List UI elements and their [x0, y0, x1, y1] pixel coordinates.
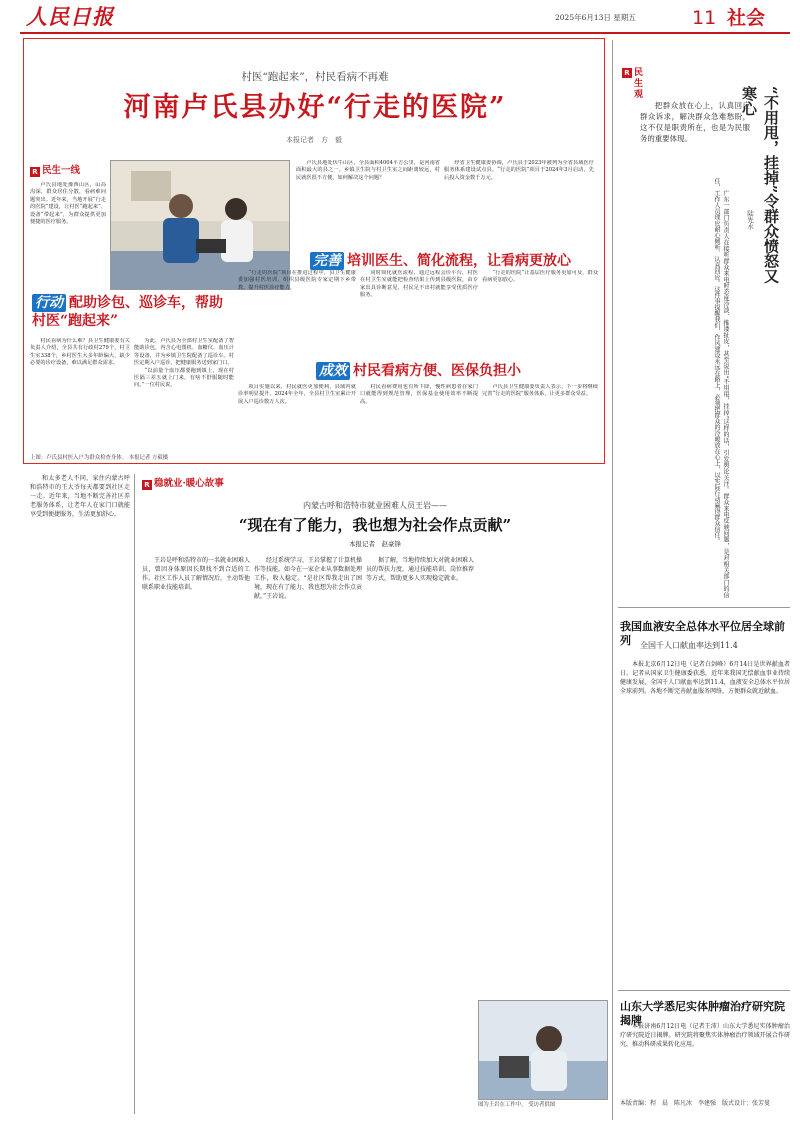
side-column-body: 广东一部门负责人在接听群众来电时态度冷淡、推诿扯皮，甚至说出“不用甩，挂掉”这样的话，引发舆论关注。群众来电反映问题，是对相关部门的信任，工作人员理应耐心倾听、认真回应。这件事提醒我们，作风建设永远在路上，必须把群众的冷暖放在心上，以实际行动赢得群众信任。 — [713, 178, 729, 598]
column-divider — [612, 40, 613, 1120]
section-tag — [30, 165, 80, 177]
side-divider-1 — [618, 607, 790, 608]
news2-title[interactable]: 山东大学悉尼实体肿瘤治疗研究院揭牌 — [620, 1000, 785, 1027]
bottom-kicker: 内蒙古呼和浩特市就业困难人员王岩—— — [303, 501, 447, 510]
section-name: 社会 — [727, 7, 766, 29]
side-column-intro: 把群众放在心上，认真回应群众诉求，解决群众急难愁盼，这不仅是职责所在，也是为民服务的重要体现。 — [640, 101, 750, 143]
bottom-col-3: 据了解，当地持续加大对就业困难人员的帮扶力度，通过技能培训、岗位推荐等方式，帮助更多人实现稳定就业。 — [366, 557, 474, 582]
r-logo-icon: R — [30, 167, 40, 177]
sub1-col-1: 村民看病为什么难？县卫生健康委有关负责人介绍，全县共有行政村279个，村卫生室338个，乡村医生大多年龄偏大，缺少必要的诊疗设备，难以满足群众需求。 — [30, 338, 130, 367]
side-column-tag: R 民生观 — [622, 68, 634, 78]
sub2-col-1: “行走的医院”项目在推进过程中，县卫生健康委加强村医培训，组织县级医院专家定期下乡带教，提升村医诊疗能力。 — [238, 270, 356, 291]
bottom-left-article: 和太多老人不同，家住内蒙古呼和浩特市的王大爷每天都要到社区走一走。近年来，当地不断完善社区养老服务体系，让老年人在家门口就能享受到便捷服务，生活更加舒心。 — [30, 475, 130, 518]
r-logo-icon: R — [622, 68, 632, 78]
lead-headline[interactable]: 河南卢氏县办好“行走的医院” — [123, 92, 507, 123]
lead-intro-col-3: 经省卫生健康委协调，卢氏县于2023年被列为全省县域医疗服务体系建设试点县。“行走的医院”项目于2024年3月启动，先后投入资金数千万元。 — [444, 160, 594, 181]
newspaper-logo: 人民日报 — [26, 4, 114, 29]
bottom-divider — [134, 474, 135, 1114]
masthead-rule — [20, 32, 790, 34]
bottom-col-1: 王岩是呼和浩特市的一名就业困难人员，曾因身体原因长期找不到合适的工作。社区工作人员了解情况后，主动帮他联系职业技能培训。 — [142, 557, 250, 591]
sub1-col-2: 为此，卢氏县为全部村卫生室配备了智能助诊包，内含心电图机、血糖仪、血压计等设备，并为乡镇卫生院配备了巡诊车。村医定期入户巡诊，把健康服务送到家门口。 “以前量个血压都要跑到镇上，现在村医隔三差五就上门来，有啥不舒服随时能问。”一位村民说。 — [134, 338, 234, 389]
sub2-col-3: “行走的医院”让基层医疗服务更加可及，群众看病更加放心。 — [482, 270, 598, 284]
lead-byline: 本报记者 方 毅 — [286, 136, 342, 144]
bottom-col-2: 经过系统学习，王岩掌握了计算机操作等技能，如今在一家企业从事数据处理工作，收入稳定。“是社区帮我走出了困境，现在有了能力，我也想为社会作点贡献。”王岩说。 — [254, 557, 362, 600]
side-column-title[interactable]: “不用甩，挂掉”令群众愤怒又寒心 — [740, 86, 780, 284]
news1-title[interactable]: 我国血液安全总体水平位居全球前列 — [620, 620, 785, 647]
sub3-col-1: 项目实施以来，村民就医更加便利，县域内就诊率明显提升。2024年全年，全县村卫生室累计开展入户巡诊数万人次。 — [238, 384, 356, 405]
sub3-col-2: 村民看病费用也有所下降，慢性病患者在家门口就能得到规范管理，医保基金使用效率不断提高。 — [360, 384, 478, 405]
section-tag-label: 民生一线 — [42, 165, 81, 176]
bottom-headline[interactable]: “现在有了能力，我也想为社会作点贡献” — [238, 516, 512, 534]
lead-intro-col-1: 卢氏县地处豫西山区，山高沟深，群众居住分散，看病难问题突出。近年来，当地开展“行走的医院”建设，让村医“跑起来”、设备“带起来”，为群众提供更加便捷的医疗服务。 — [30, 182, 106, 226]
side-column-author: 陆先水 — [746, 210, 754, 230]
page-number: 11 — [692, 7, 717, 29]
worker-photo — [479, 1001, 608, 1100]
subhead-1: 行动 配助诊包、巡诊车，帮助村医“跑起来” — [32, 295, 223, 329]
bottom-photo-caption: 图为王岩在工作中。 受访者供图 — [478, 1102, 556, 1108]
bottom-tag: R 稳就业·暖心故事 — [142, 478, 224, 490]
bottom-photo[interactable] — [478, 1000, 608, 1100]
news1-body: 本报北京6月12日电（记者白剑峰）6月14日是世界献血者日。记者从国家卫生健康委获悉，近年来我国无偿献血事业持续健康发展，全国千人口献血率达到11.4，血液安全总体水平位居全球前列。各地不断完善献血服务网络，方便群众就近献血。 — [620, 661, 790, 695]
issue-date: 2025年6月13日 星期五 — [555, 13, 636, 22]
bottom-byline: 本报记者 赵豪锋 — [349, 540, 401, 548]
subhead-3: 成效 村民看病方便、医保负担小 — [316, 362, 521, 380]
subhead-2: 完善 培训医生、简化流程，让看病更放心 — [310, 252, 571, 270]
side-divider-2 — [618, 990, 790, 991]
r-logo-icon: R — [142, 480, 152, 490]
lead-intro-col-2: 卢氏县地处伏牛山区，全县面积4004平方公里，是河南省面积最大的县之一。乡镇卫生院与村卫生室之间距离较远，村民就医很不方便。如何解决这个问题？ — [296, 160, 440, 181]
editors-credit: 本版责编：程 晨 陈凡冰 李建强 版式设计：张芳曼 — [620, 1100, 771, 1107]
lead-photo-caption: 上图：卢氏县村医入户为群众检查身体。 本报记者 方毅摄 — [30, 455, 169, 461]
masthead — [0, 0, 800, 34]
lead-kicker: 村医“跑起来”，村民看病不再难 — [241, 71, 389, 83]
news1-subtitle: 全国千人口献血率达到11.4 — [640, 641, 738, 650]
news2-body: 本报济南6月12日电（记者王沛）山东大学悉尼实体肿瘤治疗研究院近日揭牌。研究院将聚焦实体肿瘤治疗领域开展合作研究，推动科研成果转化应用。 — [620, 1023, 790, 1048]
sub2-col-2: 同时简化就医流程，通过远程会诊平台，村医在村卫生室就能把检查结果上传到县级医院，由专家出具诊断意见，村民足不出村就能享受优质医疗服务。 — [360, 270, 478, 299]
sub3-col-3: 卢氏县卫生健康委负责人表示，下一步将继续完善“行走的医院”服务体系，让更多群众受益。 — [482, 384, 598, 398]
